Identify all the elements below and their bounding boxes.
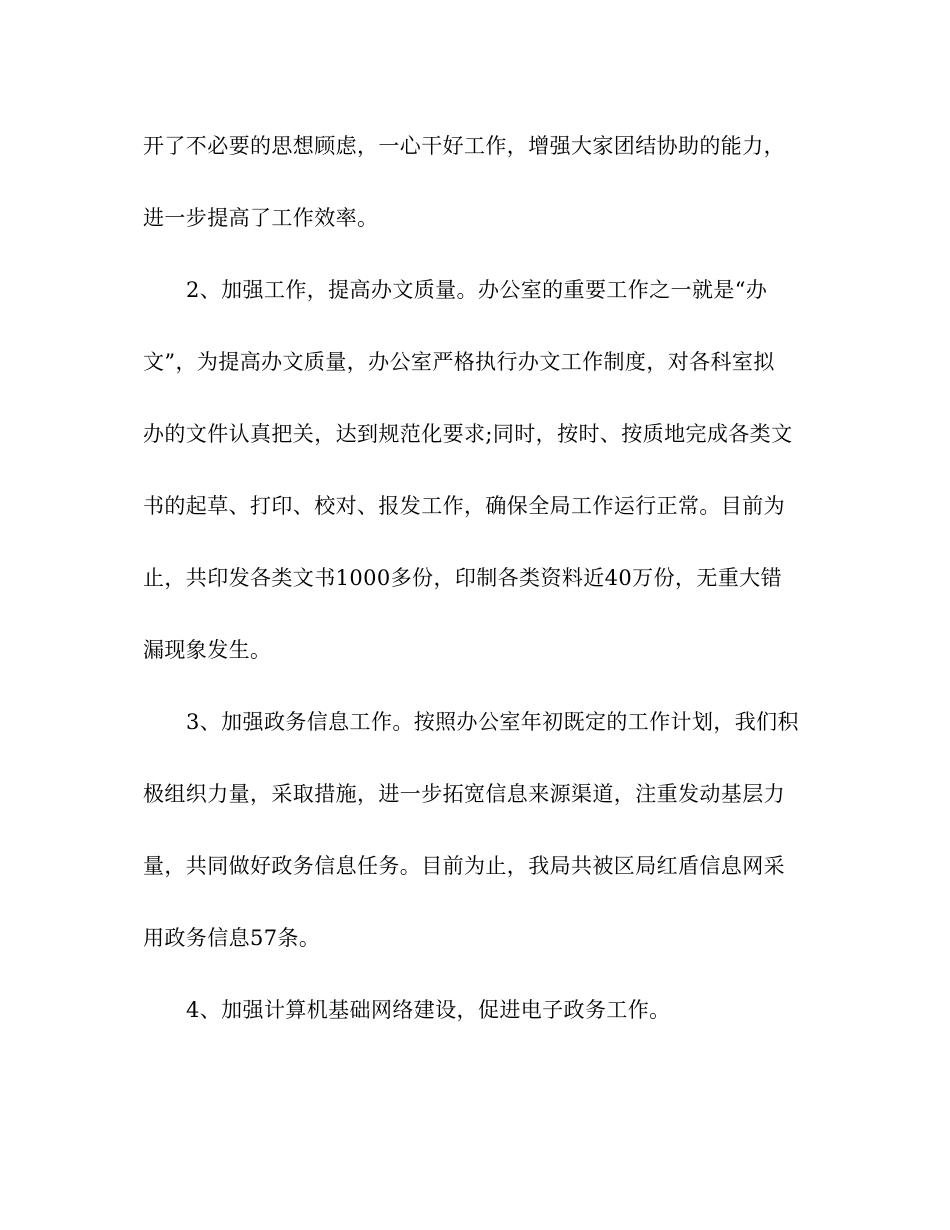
- paragraph-2-line-1: 2、加强工作，提高办文质量。办公室的重要工作之一就是“办: [186, 278, 768, 302]
- paragraph-2-line-2: 文”，为提高办文质量，办公室严格执行办文工作制度，对各科室拟: [143, 350, 775, 374]
- paragraph-3-line-4: 用政务信息57条。: [143, 926, 321, 950]
- paragraph-4-line-1: 4、加强计算机基础网络建设，促进电子政务工作。: [186, 998, 671, 1022]
- paragraph-2-line-4: 书的起草、打印、校对、报发工作，确保全局工作运行正常。目前为: [143, 494, 785, 518]
- paragraph-3-line-2: 极组织力量，采取措施，进一步拓宽信息来源渠道，注重发动基层力: [143, 782, 785, 806]
- paragraph-2-line-3: 办的文件认真把关，达到规范化要求;同时，按时、按质地完成各类文: [143, 422, 793, 446]
- paragraph-2-line-6: 漏现象发生。: [143, 638, 272, 662]
- paragraph-3-line-1: 3、加强政务信息工作。按照办公室年初既定的工作计划，我们积: [186, 710, 799, 734]
- paragraph-1-line-1: 开了不必要的思想顾虑，一心干好工作，增强大家团结协助的能力，: [143, 134, 785, 158]
- paragraph-3-line-3: 量，共同做好政务信息任务。目前为止，我局共被区局红盾信息网采: [143, 854, 785, 878]
- paragraph-2-line-5: 止，共印发各类文书1000多份，印制各类资料近40万份，无重大错: [143, 566, 782, 590]
- paragraph-1-line-2: 进一步提高了工作效率。: [143, 206, 379, 230]
